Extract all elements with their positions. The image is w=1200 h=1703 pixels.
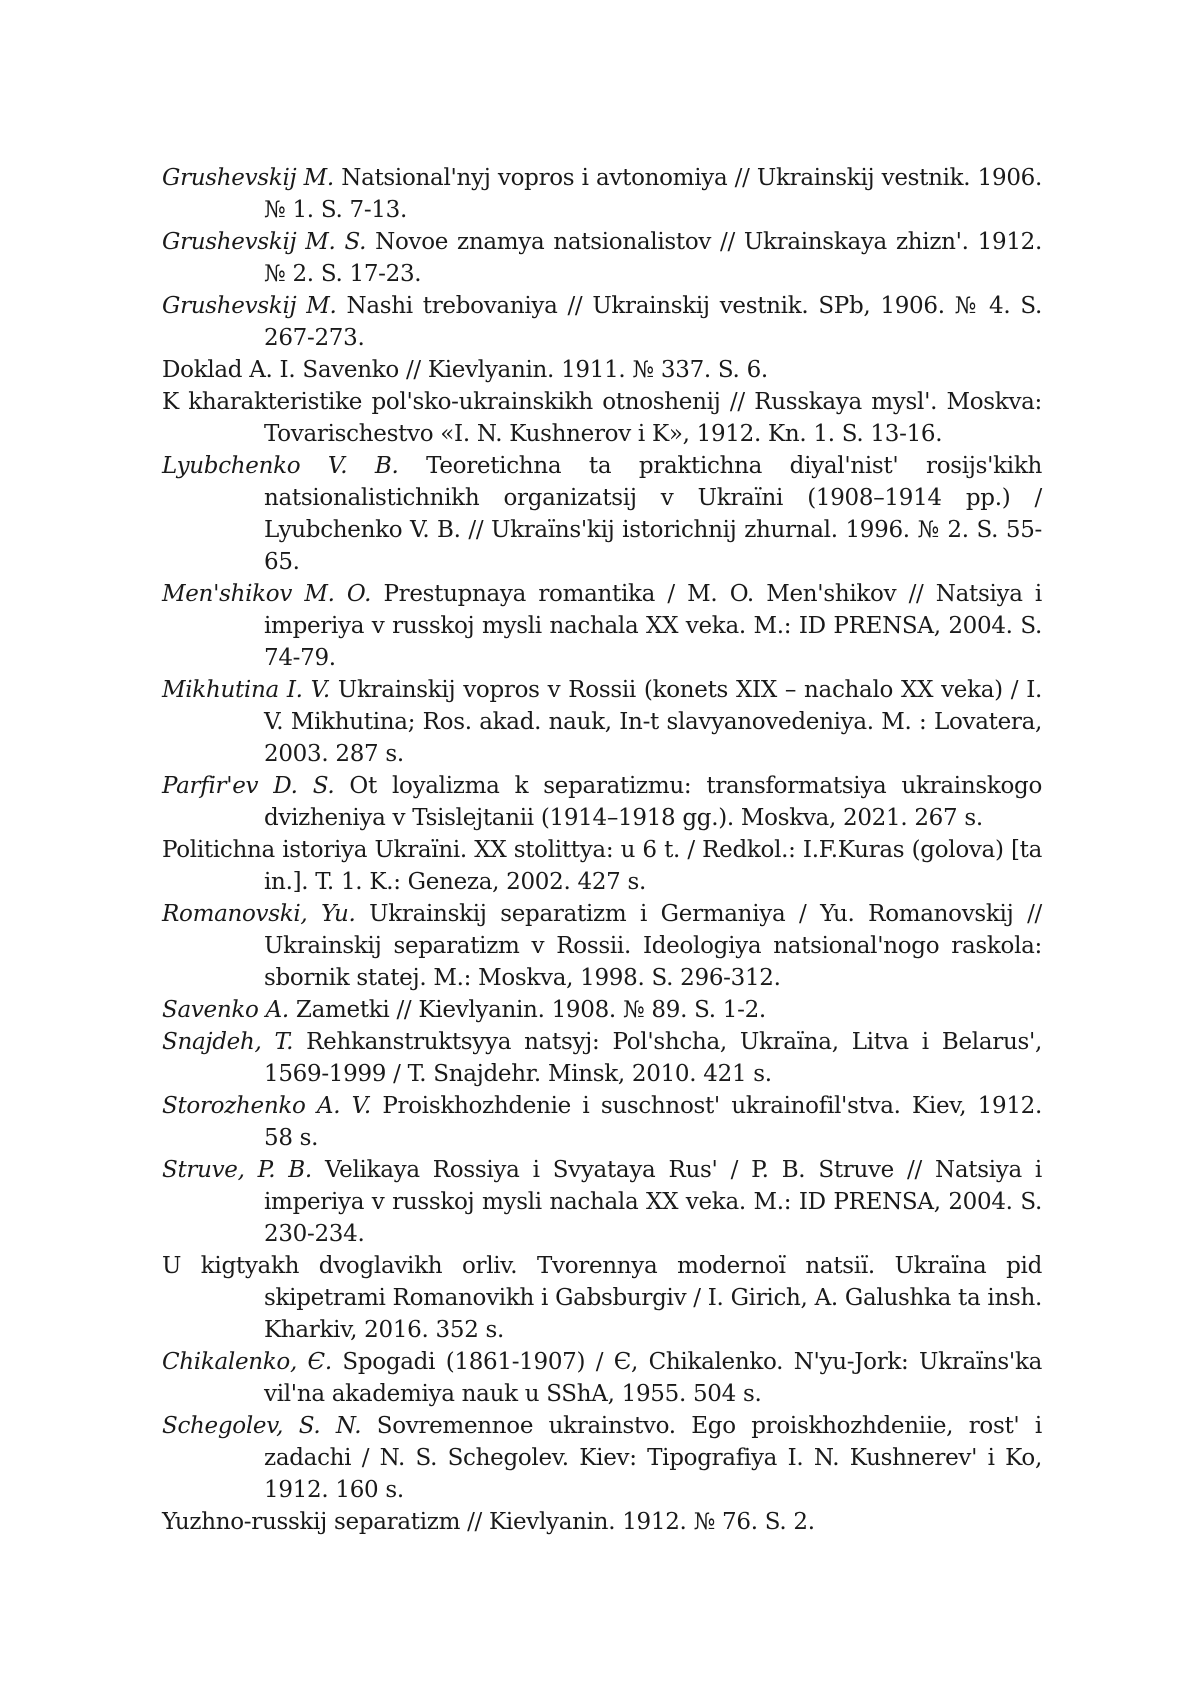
reference-text: Velikaya Rossiya i Svyataya Rus' / P. B. Struve // Natsiya i imperiya v russkoj mysli nachala XX veka. M.: ID PRENSA, 2004. S. 230-234. [264, 1157, 1042, 1247]
reference-author: Lyubchenko V. B. [162, 453, 399, 479]
reference-entry [162, 1090, 1042, 1154]
reference-text: Novoe znamya natsionalistov // Ukrainskaya zhizn'. 1912. № 2. S. 17-23. [264, 229, 1043, 287]
reference-entry [162, 450, 1042, 578]
reference-entry [162, 1026, 1042, 1090]
reference-author: Schegolev, S. N. [162, 1413, 362, 1439]
reference-text: Teoretichna ta praktichna diyal'nist' rosijs'kikh natsionalistichnikh organizatsij v Ukraïni (1908–1914 pp.) / Lyubchenko V. B. // Ukraïns'kij istorichnij zhurnal. 1996. № 2. S. 55-65. [264, 453, 1043, 575]
reference-text: Yuzhno-russkij separatizm // Kievlyanin. 1912. № 76. S. 2. [162, 1509, 815, 1535]
reference-list [162, 162, 1042, 1538]
reference-entry [162, 1410, 1042, 1506]
reference-entry [162, 226, 1042, 290]
reference-author: Storozhenko A. V. [162, 1093, 371, 1119]
reference-author: Snajdeh, T. [162, 1029, 294, 1055]
reference-text: Ot loyalizma k separatizmu: transformatsiya ukrainskogo dvizheniya v Tsislejtanii (1914–1918 gg.). Moskva, 2021. 267 s. [264, 773, 1042, 831]
reference-author: Mikhutina I. V. [162, 677, 330, 703]
reference-author: Grushevskij M. [162, 293, 337, 319]
reference-text: U kigtyakh dvoglavikh orliv. Tvorennya modernoï natsiï. Ukraïna pid skipetrami Romanovikh i Gabsburgiv / I. Girich, A. Galushka ta insh. Kharkiv, 2016. 352 s. [162, 1253, 1042, 1343]
reference-entry [162, 834, 1042, 898]
reference-text: Prestupnaya romantika / M. O. Men'shikov // Natsiya i imperiya v russkoj mysli nachala XX veka. M.: ID PRENSA, 2004. S. 74-79. [264, 581, 1042, 671]
reference-author: Struve, P. B. [162, 1157, 312, 1183]
reference-author: Grushevskij M. S. [162, 229, 367, 255]
reference-text: Sovremennoe ukrainstvo. Ego proiskhozhdeniie, rost' i zadachi / N. S. Schegolev. Kiev: Tipografiya I. N. Kushnerev' i Ko, 1912. 160 s. [264, 1413, 1042, 1503]
reference-entry [162, 1506, 1042, 1538]
reference-entry [162, 1154, 1042, 1250]
reference-entry [162, 162, 1042, 226]
reference-text: Ukrainskij separatizm i Germaniya / Yu. Romanovskij // Ukrainskij separatizm v Rossii. Ideologiya natsional'nogo raskola: sbornik statej. M.: Moskva, 1998. S. 296-312. [264, 901, 1042, 991]
reference-entry [162, 770, 1042, 834]
reference-author: Chikalenko, Є. [162, 1349, 332, 1375]
reference-entry [162, 354, 1042, 386]
reference-entry [162, 674, 1042, 770]
reference-entry [162, 386, 1042, 450]
reference-entry [162, 1250, 1042, 1346]
reference-text: Rehkanstruktsyya natsyj: Pol'shcha, Ukraïna, Litva i Belarus', 1569-1999 / T. Snajdehr. Minsk, 2010. 421 s. [264, 1029, 1042, 1087]
reference-author: Parfir'ev D. S. [162, 773, 335, 799]
reference-author: Romanovski, Yu. [162, 901, 356, 927]
reference-author: Grushevskij M. [162, 165, 334, 191]
reference-text: K kharakteristike pol'sko-ukrainskikh otnoshenij // Russkaya mysl'. Moskva: Tovarischestvo «I. N. Kushnerov i K», 1912. Kn. 1. S. 13-16. [162, 389, 1042, 447]
reference-text: Proiskhozhdenie i suschnost' ukrainofil'stva. Kiev, 1912. 58 s. [264, 1093, 1042, 1151]
reference-entry [162, 1346, 1042, 1410]
reference-text: Ukrainskij vopros v Rossii (konets XIX – nachalo XX veka) / I. V. Mikhutina; Ros. akad. nauk, In-t slavyanovedeniya. M. : Lovatera, 2003. 287 s. [264, 677, 1042, 767]
reference-author: Men'shikov M. O. [162, 581, 372, 607]
reference-author: Savenko A. [162, 997, 289, 1023]
reference-entry [162, 578, 1042, 674]
reference-text: Spogadi (1861-1907) / Є, Chikalenko. N'yu-Jork: Ukraïns'ka vil'na akademiya nauk u SShA, 1955. 504 s. [264, 1349, 1043, 1407]
reference-text: Zametki // Kievlyanin. 1908. № 89. S. 1-2. [288, 997, 766, 1023]
reference-text: Nashi trebovaniya // Ukrainskij vestnik. SPb, 1906. № 4. S. 267-273. [264, 293, 1042, 351]
reference-text: Doklad A. I. Savenko // Kievlyanin. 1911. № 337. S. 6. [162, 357, 768, 383]
reference-entry [162, 290, 1042, 354]
reference-text: Politichna istoriya Ukraïni. XX stolittya: u 6 t. / Redkol.: I.F.Kuras (golova) [ta in.]. T. 1. K.: Geneza, 2002. 427 s. [162, 837, 1042, 895]
reference-entry [162, 994, 1042, 1026]
reference-entry [162, 898, 1042, 994]
reference-text: Natsional'nyj vopros i avtonomiya // Ukrainskij vestnik. 1906. № 1. S. 7-13. [264, 165, 1042, 223]
